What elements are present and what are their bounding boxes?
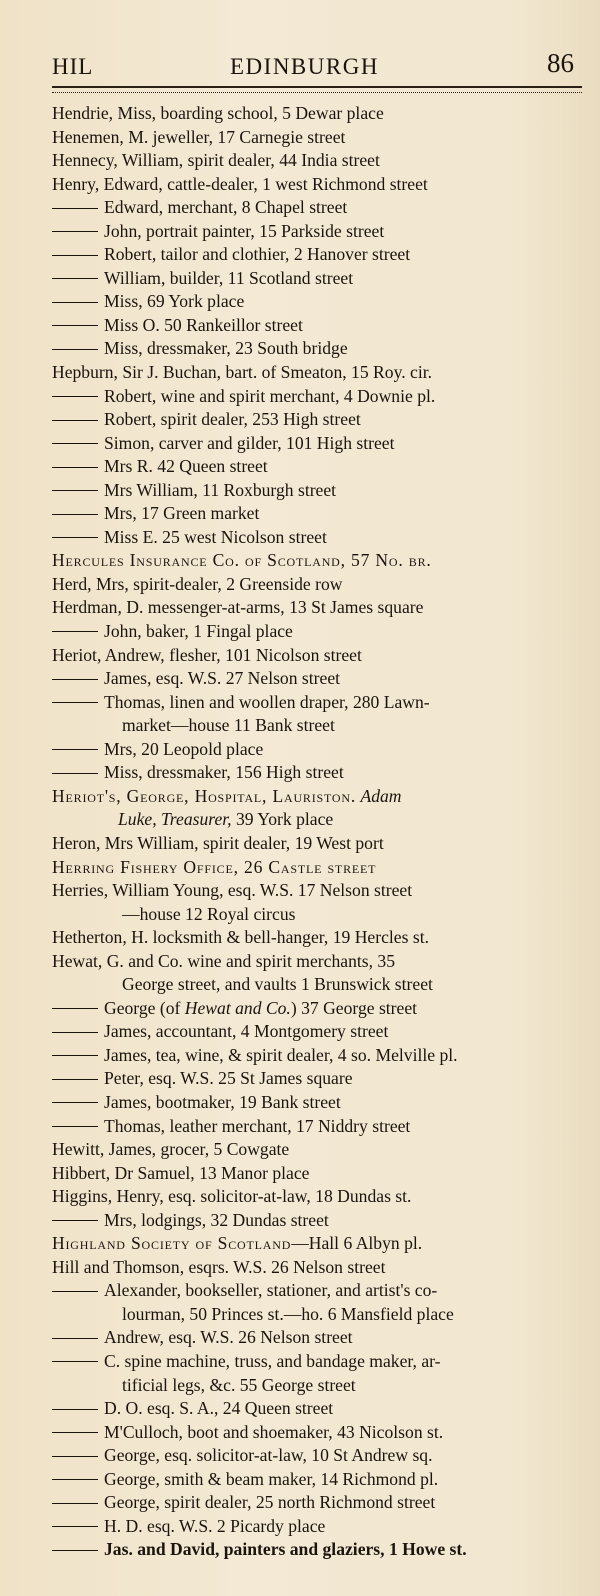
- ditto-dash: [52, 420, 98, 421]
- list-item: Mrs William, 11 Roxburgh street: [52, 479, 592, 503]
- list-item: Herd, Mrs, spirit-dealer, 2 Greenside row: [52, 573, 343, 594]
- ditto-dash: [52, 1008, 98, 1009]
- ditto-dash: [52, 1526, 98, 1527]
- directory-list: [52, 102, 592, 1562]
- list-item: Miss, 69 York place: [52, 290, 592, 314]
- list-item: Edward, merchant, 8 Chapel street: [52, 196, 592, 220]
- list-item: Hewat, G. and Co. wine and spirit merchants, 35: [52, 950, 396, 971]
- ditto-dash: [52, 702, 98, 703]
- list-item: Mrs, 17 Green market: [52, 502, 592, 526]
- header-rule: [52, 86, 582, 93]
- list-item: Peter, esq. W.S. 25 St James square: [52, 1067, 592, 1091]
- list-item: James, esq. W.S. 27 Nelson street: [52, 667, 592, 691]
- list-item: Robert, spirit dealer, 253 High street: [52, 408, 592, 432]
- page-number: 86: [547, 48, 574, 78]
- ditto-dash: [52, 325, 98, 326]
- ditto-dash: [52, 255, 98, 256]
- ditto-dash: [52, 1409, 98, 1410]
- list-item: George, esq. solicitor-at-law, 10 St Andrew sq.: [52, 1444, 592, 1468]
- ditto-dash: [52, 1550, 98, 1551]
- list-item: Hercules Insurance Co. of Scotland, 57 No. br.: [52, 550, 432, 571]
- ditto-dash: [52, 396, 98, 397]
- ditto-dash: [52, 490, 98, 491]
- list-item: Simon, carver and gilder, 101 High street: [52, 432, 592, 456]
- list-item: D. O. esq. S. A., 24 Queen street: [52, 1397, 592, 1421]
- ditto-dash: [52, 1338, 98, 1339]
- list-item: Robert, wine and spirit merchant, 4 Downie pl.: [52, 385, 592, 409]
- ditto-dash: [52, 1479, 98, 1480]
- ditto-dash: [52, 1079, 98, 1080]
- list-item: Herries, William Young, esq. W.S. 17 Nelson street: [52, 880, 413, 901]
- list-item: Hill and Thomson, esqrs. W.S. 26 Nelson street: [52, 1256, 386, 1277]
- list-item: Herring Fishery Office, 26 Castle street: [52, 856, 377, 877]
- list-item: Mrs, lodgings, 32 Dundas street: [52, 1209, 592, 1233]
- list-item: Henemen, M. jeweller, 17 Carnegie street: [52, 126, 346, 147]
- list-item: Hennecy, William, spirit dealer, 44 India street: [52, 150, 380, 171]
- ditto-dash: [52, 514, 98, 515]
- ditto-dash: [52, 1361, 98, 1362]
- list-item-continuation: Luke, Treasurer, 39 York place: [118, 809, 334, 830]
- list-item: Hibbert, Dr Samuel, 13 Manor place: [52, 1162, 310, 1183]
- list-item: James, tea, wine, & spirit dealer, 4 so. Melville pl.: [52, 1044, 592, 1068]
- ditto-dash: [52, 1503, 98, 1504]
- ditto-dash: [52, 537, 98, 538]
- list-item: H. D. esq. W.S. 2 Picardy place: [52, 1515, 592, 1539]
- ditto-dash: [52, 1032, 98, 1033]
- list-item: Miss E. 25 west Nicolson street: [52, 526, 592, 550]
- list-item: John, portrait painter, 15 Parkside street: [52, 220, 592, 244]
- list-item: Heriot, Andrew, flesher, 101 Nicolson street: [52, 644, 362, 665]
- list-item-continuation: —house 12 Royal circus: [122, 903, 296, 924]
- list-item: Jas. and David, painters and glaziers, 1 Howe st.: [52, 1538, 592, 1562]
- list-item: George, smith & beam maker, 14 Richmond pl.: [52, 1468, 592, 1492]
- list-item: Andrew, esq. W.S. 26 Nelson street: [52, 1326, 592, 1350]
- list-item: Henry, Edward, cattle-dealer, 1 west Richmond street: [52, 173, 428, 194]
- ditto-dash: [52, 1102, 98, 1103]
- list-item: Thomas, linen and woollen draper, 280 Lawn-: [52, 691, 592, 715]
- ditto-dash: [52, 443, 98, 444]
- list-item: Robert, tailor and clothier, 2 Hanover street: [52, 243, 592, 267]
- list-item: James, accountant, 4 Montgomery street: [52, 1020, 592, 1044]
- ditto-dash: [52, 302, 98, 303]
- ditto-dash: [52, 349, 98, 350]
- ditto-dash: [52, 231, 98, 232]
- ditto-dash: [52, 1432, 98, 1433]
- ditto-dash: [52, 208, 98, 209]
- list-item: Thomas, leather merchant, 17 Niddry street: [52, 1115, 592, 1139]
- list-item: George (of Hewat and Co.) 37 George street: [52, 997, 592, 1021]
- list-item: Highland Society of Scotland—Hall 6 Albyn pl.: [52, 1233, 423, 1254]
- list-item: George, spirit dealer, 25 north Richmond street: [52, 1491, 592, 1515]
- list-item: Miss, dressmaker, 23 South bridge: [52, 337, 592, 361]
- list-item: Miss, dressmaker, 156 High street: [52, 761, 592, 785]
- list-item: Higgins, Henry, esq. solicitor-at-law, 18 Dundas st.: [52, 1186, 412, 1207]
- ditto-dash: [52, 1220, 98, 1221]
- list-item: Hendrie, Miss, boarding school, 5 Dewar place: [52, 103, 384, 123]
- list-item: John, baker, 1 Fingal place: [52, 620, 592, 644]
- ditto-dash: [52, 773, 98, 774]
- ditto-dash: [52, 1126, 98, 1127]
- list-item: M'Culloch, boot and shoemaker, 43 Nicolson st.: [52, 1421, 592, 1445]
- ditto-dash: [52, 278, 98, 279]
- list-item: James, bootmaker, 19 Bank street: [52, 1091, 592, 1115]
- list-item-continuation: market—house 11 Bank street: [122, 715, 335, 736]
- list-item: Miss O. 50 Rankeillor street: [52, 314, 592, 338]
- list-item: Hewitt, James, grocer, 5 Cowgate: [52, 1139, 290, 1160]
- ditto-dash: [52, 679, 98, 680]
- list-item: Hetherton, H. locksmith & bell-hanger, 19 Hercles st.: [52, 927, 429, 948]
- ditto-dash: [52, 1291, 98, 1292]
- list-item: Herdman, D. messenger-at-arms, 13 St James square: [52, 597, 424, 618]
- ditto-dash: [52, 1055, 98, 1056]
- ditto-dash: [52, 749, 98, 750]
- list-item: Mrs, 20 Leopold place: [52, 738, 592, 762]
- ditto-dash: [52, 467, 98, 468]
- list-item: Hepburn, Sir J. Buchan, bart. of Smeaton, 15 Roy. cir.: [52, 362, 433, 383]
- list-item-continuation: tificial legs, &c. 55 George street: [122, 1374, 356, 1395]
- list-item: Mrs R. 42 Queen street: [52, 455, 592, 479]
- list-item: Heron, Mrs William, spirit dealer, 19 West port: [52, 832, 384, 853]
- header-left: HIL: [52, 54, 94, 79]
- list-item: Alexander, bookseller, stationer, and artist's co-: [52, 1279, 592, 1303]
- header-title: EDINBURGH: [230, 54, 379, 79]
- page-header: [52, 48, 580, 84]
- list-item: Heriot's, George, Hospital, Lauriston. Adam: [52, 785, 402, 806]
- list-item: C. spine machine, truss, and bandage maker, ar-: [52, 1350, 592, 1374]
- list-item: William, builder, 11 Scotland street: [52, 267, 592, 291]
- list-item-continuation: lourman, 50 Princes st.—ho. 6 Mansfield place: [122, 1303, 454, 1324]
- list-item-continuation: George street, and vaults 1 Brunswick street: [122, 974, 433, 995]
- ditto-dash: [52, 1456, 98, 1457]
- ditto-dash: [52, 631, 98, 632]
